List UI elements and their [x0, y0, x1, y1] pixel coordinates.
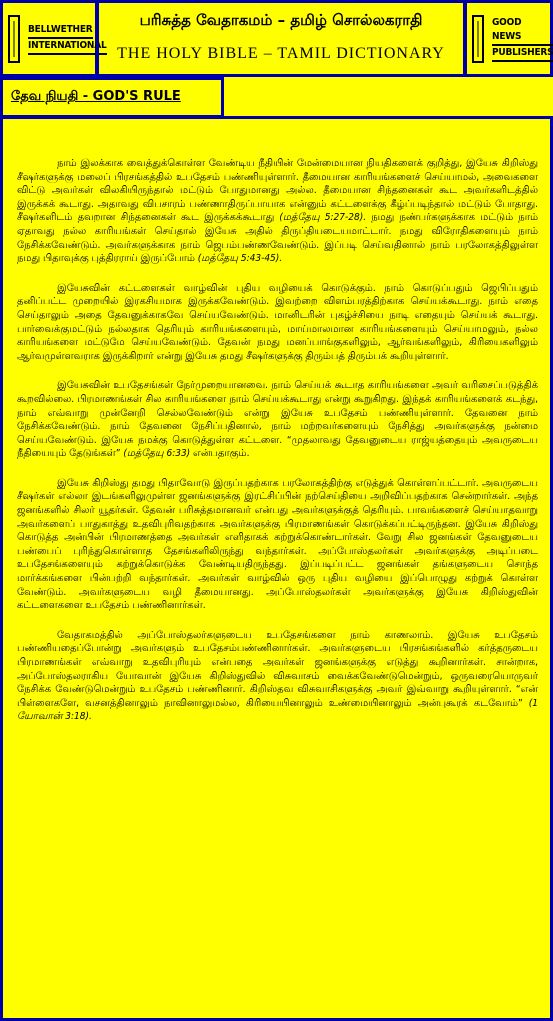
article-body: [17, 157, 538, 740]
page-header: [96, 0, 466, 77]
paragraph-text: இயேசு கிறிஸ்து தமது பிதாவோடு இருப்பதற்காக பரலோகத்திற்கு எடுத்துக் கொள்ளப்பட்டார். அவருடைய சீஷர்கள் எல்லா இடங்களிலுமுள்ள ஜனங்களுக்கு இரட்சிப்பின் நற்செய்தியை அறிவிப்பதற்காக சென்றார்கள். அந்த ஜனங்களில் சிலர் யூதர்கள். தேவன் பரிசுத்தமானவர் என்பது அவர்களுக்குத் தெரியும். பாவங்களைச் செய்யாதவாறு அவர்களைப் பாதுகாத்து உதவிபுரிவதற்காக அவர்களுக்கு பிரமாணங்கள் கொடுக்கப்பட்டிருந்தன. இயேசு கிறிஸ்து கொடுத்த அன்பின் பிரமாணத்தை அவர்கள் எளிதாகக் கற்றுக்கொண்டார்கள். வேறு சில ஜனங்கள் தேவனுடைய பண்பைப் புரிந்துகொள்ளாத தேசங்களிலிருந்து வந்தார்கள். அப்போஸ்தலர்கள் அவர்களுக்கு அடிப்படை உபதேசங்களையும் கற்றுக்கொடுக்க வேண்டியதிருந்தது. இப்படிப்பட்ட ஜனங்கள் தங்களுடைய சொந்த மார்க்கங்களை பின்பற்றி வந்தார்கள். அவர்கள் வாழ்வில் ஒரு புதிய வழியை இப்பொழுது கற்றுக் கொள்ள வேண்டும். அவர்களுடைய வழி தீமையானது. அப்போஸ்தலர்கள் அவர்களுக்கு இயேசு கிறிஸ்துவின் கட்டளைகளை உபதேசம் பண்ணினார்கள்.: [17, 477, 538, 612]
paragraph-4: [17, 477, 538, 613]
paragraph-3: [17, 379, 538, 461]
title-english: THE HOLY BIBLE – TAMIL DICTIONARY: [117, 45, 445, 62]
bellwether-logo-line1: BELLWETHER: [28, 23, 93, 39]
paragraph-text: இயேசுவின் கட்டளைகள் வாழ்வின் புதிய வழியைக் கொடுக்கும். நாம் கொடுப்பதும் ஜெபிப்பதும் தனிப்பட்ட முறையில் இரகசியமாக இருக்கவேண்டும். இவற்றை விளம்பரத்திற்காக செய்யக்கூடாது. நாம் எதை செய்தாலும் அதை தேவனுக்காகவே செய்யவேண்டும். மானிடரின் புகழ்ச்சியை நாடி எதையும் செய்யக் கூடாது. பார்வைக்குமட்டும் நல்லதாக தெரியும் காரியங்களையும், மாய்மாலமான காரியங்களையும் செய்யாமலும், நல்ல காரியங்களை மட்டுமே செய்யவேண்டும். தேவன் நமது மனப்பாங்குகளிலும், ஆர்வங்களிலும், கிரியைகளிலும் ஆர்வமுள்ளவராக இருக்கிறார் என்று இயேசு தமது சீஷர்களுக்கு திரும்பத் திரும்பக் கூறியுள்ளார்.: [17, 282, 538, 362]
paragraph-1: [17, 157, 538, 266]
title-tamil: பரிசுத்த வேதாகமம் – தமிழ் சொல்லகராதி: [139, 11, 423, 29]
book-icon: [472, 15, 484, 63]
paragraph-text: வேதாகமத்தில் அப்போஸ்தலர்களுடைய உபதேசங்களை நாம் காணலாம். இயேசு உபதேசம் பண்ணியதைப்போன்று அவர்களும் உபதேசம்பண்ணினார்கள். அவர்களுடைய பிரசங்கங்களில் கர்த்தருடைய பிரமாணங்கள் எவ்வாறு உதவிபுரியும் என்பதை அவர்கள் ஜனங்களுக்கு எடுத்து கூறினார்கள். சான்றாக, அப்போஸ்தலராகிய யோவான் இயேசு கிறிஸ்துவில் விசுவாசம் வைக்கவேண்டுமென்றும், ஒருவரையொருவர் நேசிக்க வேண்டுமென்றும் உபதேசம் பண்ணினார். கிறிஸ்தவ விசுவாசிகளுக்கு அவர் இவ்வாறு கூறியுள்ளார். “என் பிள்ளைகளே, வசனத்தினாலும் நாவினாலுமல்ல, கிரியையினாலும் உண்மையினாலும் அன்புகூரக் கடவோம்”: [17, 629, 538, 709]
content-panel: [0, 116, 553, 1021]
good-news-logo-line1: GOOD NEWS: [492, 16, 553, 46]
paragraph-text: நமது நண்பர்களுக்காக மட்டும் நாம் ஏதாவது நல்ல காரியங்கள் செய்தால் இயேசு அதில் திருப்தியடையமாட்டார். நமது விரோதிகளையும் நாம் நேசிக்கவேண்டும். அவர்களுக்காக நாம் ஜெபம்பண்ணவேண்டும். இப்படி செய்வதினால் நாம் பரலோகத்திலுள்ள நமது பிதாவுக்கு புத்திரராய் இருப்போம்: [17, 212, 538, 265]
book-icon: [8, 15, 20, 63]
paragraph-2: [17, 282, 538, 364]
scripture-reference: (மத்தேயு 5:43-45).: [197, 253, 283, 265]
section-title: தேவ நியதி - GOD'S RULE: [11, 89, 181, 104]
bellwether-logo-line2: INTERNATIONAL: [28, 39, 107, 55]
paragraph-text: இயேசுவின் உபதேசங்கள் நேர்முறையானவை. நாம் செய்யக் கூடாத காரியங்களை அவர் வரிசைப்படுத்திக் கூறவில்லை. பிரமாணங்கள் சில காரியங்களை நாம் செய்யக்கூடாது என்று கூறுகிறது. இந்தக் காரியங்களைக் கடந்து, நாம் எவ்வாறு முன்னேறி செல்லவேண்டும் என்று இயேசு உபதேசம் பண்ணியுள்ளார். தேவனை நாம் நேசிக்கவேண்டும். நாம் தேவனை நேசிப்பதினால், நாம் மற்றவர்களையும் நேசித்து அவர்களுக்கு நன்மை செய்யவேண்டும். இயேசு நமக்கு கொடுத்துள்ள கட்டளை. “முதலாவது தேவனுடைய ராஜ்யத்தையும் அவருடைய நீதியையும் தேடுங்கள்”: [17, 380, 538, 460]
scripture-reference: (மத்தேயு 5:27-28).: [279, 212, 367, 224]
section-header: [0, 77, 224, 118]
paragraph-text: என்பதாகும்.: [190, 448, 250, 460]
paragraph-text: நாம் இலக்காக வைத்துக்கொள்ள வேண்டிய நீதியின் மேன்மையான நியதிகளைக் குறித்து, இயேசு கிறிஸ்து சீஷர்களுக்கு மலைப் பிரசங்கத்தில் உபதேசம் பண்ணியுள்ளார். தீமையான காரியங்களைச் செய்யாமல், அவைகளை விட்டு அவர்கள் விலகியிருந்தால் மட்டும் போதுமானது அல்ல. தீமையான சிந்தனைகள் கூட அவர்களிடத்தில் இருக்கக் கூடாது. அதாவது விபசாரம் பண்ணாதிருப்பாயாக என்னும் கட்டளைக்கு கீழ்ப்படிந்தால் மட்டும் போதாது. சீஷர்களிடம் தவறான சிந்தனைகள் கூட இருக்கக்கூடாது: [17, 158, 538, 224]
scripture-reference: (மத்தேயு 6:33): [123, 448, 191, 460]
good-news-logo-line2: PUBLISHERS: [492, 46, 553, 62]
scripture-reference: (1 யோவான் 3:18).: [17, 697, 539, 723]
bellwether-logo: [0, 0, 107, 77]
paragraph-5: [17, 629, 538, 724]
good-news-logo: [464, 0, 553, 77]
